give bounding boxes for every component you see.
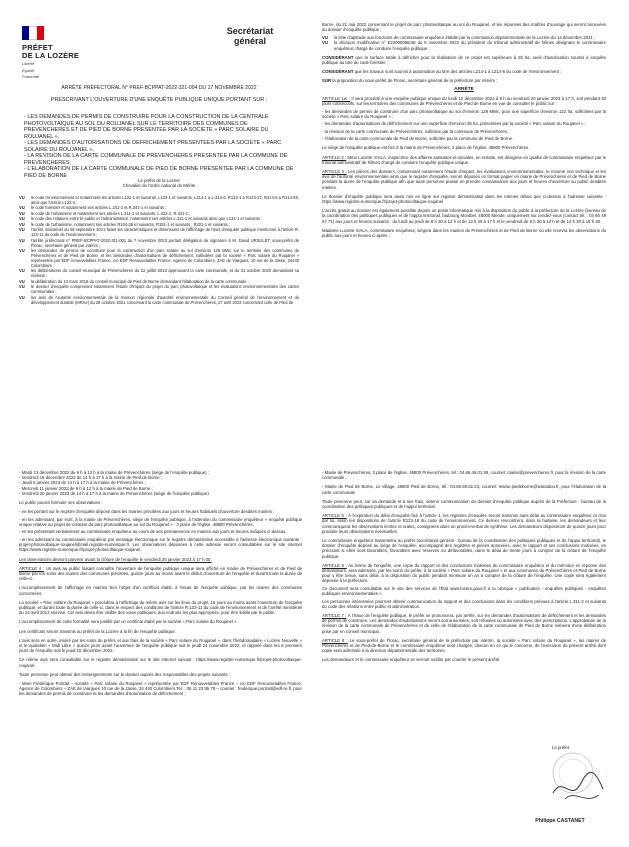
acces-text: L'accès gratuit au dossier est également possible depuis un poste informatique mis à la disposition du public à la préfecture de la Lozère (bureau de la coordination des politiques publiques et de l'appui territorial, faubourg Montbel, 48000 Mende, uniquement sur rendez-vous (contact tél. : 04 66 49 67 71) aux jours et heures suivants : du lundi au jeudi de 8 h 30 à 12 h et de 13 h 30 à 17 h et le vendredi de 8 h 30 à 12 h et de 13 h 30 à 16 h 30.: [322, 208, 606, 224]
object-item: - LA REVISION DE LA CARTE COMMUNALE DE PREVENCHERES PRESENTEE PAR LA COMMUNE DE PREVENCHERES,: [24, 153, 288, 166]
vu-text: la délibération du 13 mars 2018 du conseil municipal de Pied de Borne demandant l'élaboration de la carte communale ;: [31, 278, 249, 284]
vu-item: VU le code l'environnement et notamment les articles L122-1 et suivants, L123-1 et suivants, L214-1 à L-214-6, R123-1 à R123-27, R214-6 à R214-56, ainsi que l'article L122-4 ;: [19, 196, 299, 205]
article-4: [19, 566, 302, 582]
info-text: Toute personne peut obtenir des renseignements sur le dossier auprès des responsables des projets suivants :: [19, 671, 230, 677]
signature-title: Le préfet: [552, 745, 569, 750]
permanence-item: - Vendredi 20 janvier 2023 de 14 h à 17 h à la mairie de Prévenchères (siège de l'enquête publique).: [19, 490, 210, 496]
secretariat-line1: Secrétariat: [226, 26, 274, 36]
flag-blue: [22, 26, 29, 40]
ce-document-text: Ce document sera consultable sur le site des services de l'État www.lozere.gouv.fr à la rubrique « publication - enquêtes publiques - enquêtes publiques environnementales ».: [322, 585, 606, 597]
secretariat-heading: [205, 26, 295, 46]
prescrit-heading: PRESCRIVANT L'OUVERTURE D'UNE ENQUÊTE PUBLIQUE UNIQUE PORTANT SUR :: [50, 97, 268, 103]
certificats-text: Les certificats seront transmis au préfet de la Lozère à la fin de l'enquête publique.: [19, 628, 176, 634]
article-text: Il sera procédé à une enquête publique unique du lundi 12 décembre 2022 à 9 h au vendredi 20 janvier 2023 à 17 h, soit pendant 40 jours consécutifs, sur les territoires des communes de Prévenchères et de Pied de Borne en vue de consulter le public sur :: [322, 95, 606, 107]
vu-list-left: [19, 196, 299, 306]
vu-item: VU l'arrêté ministériel du 09 septembre 2021 fixant les caractéristiques et dimensions de l'affichage de l'avis d'enquête publique mentionné à l'article R. 123-11 du code de l'environnement ;: [19, 227, 299, 238]
article-8: [322, 638, 606, 654]
prefecture-name-line1: PRÉFET: [22, 43, 53, 52]
left-column-bottom: [19, 470, 302, 847]
article-5: [322, 513, 606, 534]
prefecture-logo: [22, 26, 82, 80]
arrete-title: ARRÊTÉ PRÉFECTORAL N° PREF-BCPPAT-2022-321-004 DU 17 NOVEMBRE 2022: [61, 85, 257, 91]
cloture-text: Les observations devront parvenir avant la clôture de l'enquête le vendredi 20 janvier 2023 à 17 h 00.: [19, 556, 212, 562]
vu-text: le code de l'urbanisme et notamment ses articles L.311-1 et suivants, L.422-2, R.421-1 ;: [31, 210, 191, 216]
article-label: ARTICLE 8 :: [322, 637, 348, 643]
motto-egalite: Égalité: [22, 67, 35, 73]
vu-item: VU le code de l'urbanisme, notamment ses articles R104-28 et suivants, R151-1 et suivants ; R421-1 et suivants ;: [19, 223, 299, 228]
article-text: À l'issue de l'enquête publique, le préfet se prononcera, par arrêté, sur les demandes d'autorisations de défrichement et les demandes de permis de construire. Les demandes d'autorisations seront soit autorisées, soit refusées ou autorisées avec des prescriptions. L'approbation de la révision de la carte communale de Prévenchères et de celle de l'élaboration de la carte communale de Pied de Borne relèvera d'une délibération prise par en conseil municipal.: [322, 613, 606, 634]
objects-list: [24, 114, 294, 179]
article-text: Les pièces des dossiers, comprenant notamment l'étude d'impact, les évaluations environnementales, le résumé non technique et les avis de l'autorité environnementale ainsi que le registre d'enquête, seront déposés en format papier en mairie de Prévenchères et de Pied de Borne pendant la durée de l'enquête publique afin que toute personne puisse en prendre connaissance aux jours et heures d'ouverture au public desdites mairies.: [322, 169, 606, 190]
article-label: ARTICLE 1er :: [322, 95, 351, 101]
considerant-item: CONSIDÉRANT que les travaux sont soumis à autorisation au titre des articles L214-1 à L214-6 du code de l'environnement ;: [322, 69, 562, 75]
vu-text: les délibérations du conseil municipal de Prévenchères du 22 juillet 2010 approuvant la carte communale, et du 31 octobre 2020 demandant sa révision ;: [31, 268, 299, 279]
vu-text: les avis de l'autorité environnementale de la mission régionale d'autorité environnementale du Conseil général de l'environnement et du développement durable (MRAe) du 28 octobre 2021 concernant la carte communale de Prévenchères, 27 avril 2022 concernant celle de Pied de: [31, 294, 299, 305]
toute-personne-text: Toute personne peut, sur sa demande et à ses frais, obtenir communication du dossier d'enquête publique auprès de la Préfecture - bureau de la coordination des politiques publiques et de l'appui territorial.: [322, 498, 606, 510]
siege-text: Le siège de l'enquête publique est fixé à la mairie de Prévenchères, 3 place de l'église, 48800 Prévenchères.: [322, 145, 530, 151]
commissaire-transmission: Le commissaire enquêteur transmettra au préfet (secrétariat général - bureau de la coordination des politiques publiques et de l'appui territorial), le dossier d'enquête déposé au siège de l'enquête, accompagné des registres et pièces annexées, avec le rapport et ses conclusions motivées, en précisant si elles sont favorables, favorables avec réserves ou défavorables, dans le délai de trente jours à compter de la clôture de l'enquête publique.: [322, 538, 606, 559]
vu-text: la liste d'aptitude aux fonctions de commissaire enquêteur établie par la commission départementale de la Lozère du 14 décembre 2021 ;: [334, 34, 596, 40]
vu-text: le code des relations entre le public et l'administration, notamment ses articles L.311-1 et suivants ainsi que L134-1 et suivants ;: [31, 216, 263, 222]
secretariat-line2: général: [233, 36, 266, 46]
vu-item: VU les délibérations du conseil municipal de Prévenchères du 22 juillet 2010 approuvant la carte communale, et du 31 octobre 2020 demandant sa révision ;: [19, 268, 299, 279]
article-text: Le sous-préfet de Florac, secrétaire général de la préfecture par intérim, la société « Parc solaire du Roujanel », les maires de Prévenchères et de Pied-de-Borne et le commissaire enquêteur sont chargés, chacun en ce qui le concerne, de l'exécution du présent arrêté dont copie sera adressée à la direction départementale des territoires.: [322, 637, 606, 654]
article-1-item: - les demandes d'autorisations de défrichement sur une superficie d'environ 35 ha, présentées par la société « Parc solaire du Roujanel » ;: [322, 121, 586, 127]
article-label: ARTICLE 6 :: [322, 562, 347, 568]
permanence-item: - Jeudi 5 janvier 2023 de 14 h à 17 h à la mairie de Prévenchères ;: [19, 480, 146, 486]
article-2: [322, 155, 606, 165]
public-intro: Le public pourra formuler ses observations :: [19, 500, 103, 506]
sur-text: la proposition du sous-préfet de Florac, secrétaire général de la préfecture par intérim ;: [332, 78, 498, 84]
personnes-text: Les personnes intéressées pourront obtenir communication du rapport et des conclusions dans les conditions prévues à l'article L.311-2 et suivants du code des relations entre public et administration.: [322, 598, 606, 609]
article-1-item: - l'élaboration de la carte communale de Pied de Borne, sollicitée par la commune de Pied de Borne.: [322, 136, 514, 142]
right-column-bottom: [322, 470, 606, 770]
considerant-text: que la surface totale à défricher pour la réalisation de ce projet est supérieure à 25 ha, seuil d'autorisation soumis à enquête publique au titre du code forestier ;: [322, 54, 606, 66]
object-item: - L'ELABORATION DE LA CARTE COMMUNALE DE PIED DE BORNE PRESENTEE PAR LA COMMUNE DE PIED DE BORNE: [24, 166, 294, 179]
permanence-item: - Vendredi 16 décembre 2022 de 14 h à 17 h à la mairie de Pied de Borne ;: [19, 475, 163, 481]
article-label: ARTICLE 5 :: [322, 513, 347, 519]
article-text: Mme Lucette VIALA, inspectrice des affaires sanitaires et sociales, en retraite, est désignée en qualité de commissaire enquêteur par le tribunal administratif de Nîmes chargé de conduire l'enquête publique unique.: [322, 154, 606, 165]
prefet-title: [24, 178, 294, 189]
signature-stamp-icon: [545, 745, 615, 815]
vu-text: les demandes de permis de construire pour la construction d'un parc solaire au sol d'environ 129 MWc sur le territoire des communes de Prévenchères et de Pied de Borne, et les demandes d'autorisations de défrichement, sollicitées par la société « Parc solaire du Roujanel » représentée par EDF renouvelables France, c/o EDF Renouvelables France, Agence de Colombiers, ZAE de Viargues, 10 rue de la Jasse, 34440 Colombiers ;: [31, 248, 299, 268]
considerant-text: que les travaux sont soumis à autorisation au titre des articles L214-1 à L214-6 du code de l'environnement ;: [354, 69, 562, 75]
vu-item: VU les avis de l'autorité environnementale de la mission régionale d'autorité environnementale du Conseil général de l'environnement et du développement durable (MRAe) du 28 octobre 2021 concernant la carte communale de Prévenchères, 27 avril 2022 concernant celle de Pied de: [19, 294, 299, 305]
vu-item: VU la décision modificative n° E22000066/48 du 9 novembre 2022 du président du tribunal administratif de Nîmes désignant le commissaire enquêteur chargé de conduire l'enquête publique ;: [322, 40, 606, 51]
article-1-item: - la révision de la carte communale de Prévenchères, sollicitée par la commune de Prévenchères,: [322, 128, 509, 134]
societe-text: La société « Parc solaire du Roujanel » procédera à l'affichage du même avis sur les lieux du projet, 15 jours au moins avant l'ouverture de l'enquête publique, et durant toute la durée de celle-ci, dans le respect des conditions de l'article R.123-11 du code de l'environnement et de l'arrêté ministériel du 24 avril 2012 susvisé. Cet avis devra être visible des voies publiques, aux endroits les plus appropriés, pour être lisible par le public.: [19, 599, 302, 616]
article-text: À l'expiration du délai d'enquête fixé à l'article 1, les registres d'enquête seront transmis sans délai au commissaire enquêteur et clos par lui, selon les dispositions de l'article R123-18 du code de l'environnement. Ce dernier rencontrera, dans la huitaine, les demandeurs et leur communiquera les observations écrites et orales, consignées dans un procès-verbal de synthèse. Les demandeurs disposeront de quinze jours pour produire leurs observations éventuelles.: [322, 513, 606, 534]
object-item: - LES DEMANDES DE PERMIS DE CONSTRUIRE POUR LA CONSTRUCTION DE LA CENTRALE PHOTOVOLTAÏQUE AU SOL DU ROUJANEL SUR LE TERRITOIRE DES COMMUNES DE PREVENCHERES ET DE PIED DE BORNE PRESENTEE PAR LA SOCIETE « PARC SOLAIRE DU ROUJANEL »,: [24, 114, 269, 140]
article-label: ARTICLE 2 :: [322, 154, 347, 160]
flag-white: [29, 26, 36, 40]
prefet-title-line2: Chevalier de l'ordre national du Mérite: [122, 183, 196, 189]
article-6: [322, 563, 606, 584]
mode-item: - en les présentant verbalement au commissaire enquêteur au cours de ses permanences en mairies aux jours et heures indiqués ci-dessus,: [19, 529, 287, 535]
article-1-item: - les demandes de permis de construire d'un parc photovoltaïque au sol d'environ 129 MWc, pour une superficie d'environ 122 ha, sollicitées par la société « Parc solaire du Roujanel » ;: [322, 108, 606, 119]
meme-avis-text: Ce même avis sera consultable sur le registre dématérialisé sur le site internet suivant : https://www.registre-numerique.fr/projet-photovoltaique-roujanel.: [19, 657, 302, 668]
motto-fraternite: Fraternité: [22, 74, 40, 80]
mode-item: - en les adressant au commissaire enquêteur par message électronique sur le registre dématérialisé accessible à l'adresse électronique suivante : projet-photovoltaique-roujanel@mail.registre-numerique.fr. Les observations déposées à cette adresse seront consultables sur le site internet https://www.registre-numerique.fr/projet-photovoltaique-roujanel .: [19, 536, 302, 553]
article-3: [322, 169, 606, 190]
mairie-contact: - Mairie de Prévenchères, 3 place de l'église, 48800 Prévenchères, tél.: 04.66.46.01.58, courriel: mairie@prevencheres.fr, pour la révision de la carte communale ;: [322, 470, 606, 481]
vu-text: le code de l'urbanisme, notamment ses articles R104-28 et suivants, R151-1 et suivants ; R421-1 et suivants ;: [31, 221, 230, 227]
article-text: Au terme de l'enquête, une copie du rapport et des conclusions motivées du commissaire enquêteur et du mémoire en réponse des demandeurs, sera adressée, par les soins du préfet, à la société « Parc solaire du Roujanel » et aux communes de Prévenchères et Pied de Borne pour y être tenue, sans délai, à la disposition du public pendant minimum un an à compter de la clôture de l'enquête. Une copie sera également déposée à la préfecture.: [322, 562, 606, 584]
article-label: ARTICLE 3 :: [322, 169, 347, 175]
right-column-top: [322, 22, 606, 430]
final-text: Les demandeurs et le commissaire enquêteur se verront notifier par courrier le présent arrêté.: [322, 657, 501, 663]
motto-liberte: Liberté: [22, 61, 35, 66]
permanence-item: - Mercredi 11 janvier 2023 de 9 h à 12 h à la mairie de Pied de Borne ;: [19, 485, 153, 491]
contact-text: - Mme Frédérique Portrait – société « Parc solaire du Roujanel » représentée par EDF Renouvelables France – c/o EDF Renouvelables France, Agence de Colombiers – ZAE de Viargues 10 rue de la Jasse, 34 440 Colombiers Tel. : 06 11 23 95 79 – courriel : frederique.portrait@edf-re.fr, pour les demandes de permis de construire et les demandes d'autorisation de défrichement ;: [19, 680, 302, 697]
article-label: ARTICLE 7 :: [322, 613, 347, 619]
arrete-heading: ARRÊTE: [454, 86, 474, 92]
vu-text: le code l'environnement et notamment les articles L122-1 et suivants, L123-1 et suivants, L214-1 à L-214-6, R123-1 à R123-27, R214-6 à R214-56, ainsi que l'article L122-4 ;: [31, 196, 299, 205]
commissaire-text: Madame Lucette VIALA, commissaire enquêteur, siégera dans les mairies de Prévenchères et de Pied de Borne où elle recevra les observations du public aux jours et heures ci-après :: [322, 227, 606, 239]
vu-item: VU les demandes de permis de construire pour la construction d'un parc solaire au sol d'environ 129 MWc sur le territoire des communes de Prévenchères et de Pied de Borne, et les demandes d'autorisations de défrichement, sollicitées par la société « Parc solaire du Roujanel » représentée par EDF renouvelables France, c/o EDF Renouvelables France, Agence de Colombiers, ZAE de Viargues, 10 rue de la Jasse, 34440 Colombiers ;: [19, 248, 299, 268]
article-1: [322, 96, 606, 106]
vu-item: VU la liste d'aptitude aux fonctions de commissaire enquêteur établie par la commission départementale de la Lozère du 14 décembre 2021 ;: [322, 35, 606, 40]
article-7: [322, 613, 606, 634]
vu-item: VU le code des relations entre le public et l'administration, notamment ses articles L.311-1 et suivants ainsi que L134-1 et suivants ;: [19, 217, 299, 222]
flag-red: [37, 26, 44, 40]
vu-text: l'arrêté ministériel du 09 septembre 2021 fixant les caractéristiques et dimensions de l'affichage de l'avis d'enquête publique mentionné à l'article R. 123-11 du code de l'environnement ;: [31, 227, 299, 238]
sur-proposition: SUR la proposition du sous-préfet de Florac, secrétaire général de la préfecture par intérim ;: [322, 78, 498, 84]
vu-item: VU le code de l'urbanisme et notamment ses articles L.311-1 et suivants, L.422-2, R.421-1 ;: [19, 212, 299, 217]
considerant-item: CONSIDÉRANT que la surface totale à défricher pour la réalisation de ce projet est supérieure à 25 ha, seuil d'autorisation soumis à enquête publique au titre du code forestier ;: [322, 54, 606, 66]
vu-text: l'arrêté préfectoral n° PREF-BCPPAT-2022-311-001 du 7 novembre 2022 portant délégation de signature à M. David URSULET, sous-préfet de Florac, secrétaire général par intérim ;: [31, 237, 299, 248]
vu-text: le dossier d'enquête comprenant notamment l'étude d'impact du projet du parc photovoltaïque et les évaluations environnementales des cartes communales ;: [31, 284, 299, 295]
object-item: - LES DEMANDES D'AUTORISATIONS DE DEFRICHEMENT PRESENTEES PAR LA SOCIETE « PARC SOLAIRE DU ROUJANEL »,: [24, 140, 282, 153]
mode-item: - en les adressant, par écrit, à la mairie de Prévenchères, siège de l'enquête publique, à l'attention du commissaire enquêteur « enquête publique unique relative au projet de création du parc photovoltaïque au sol du Roujanel » - 3 place de l'église, 48800 Prévenchères,: [19, 516, 302, 527]
vu-item: VU le code forestier et notamment ses articles L.341-3 et R.341-1 et suivants ;: [19, 206, 299, 211]
affichage-text: L'accomplissement de l'affichage en mairies fera l'objet d'un certificat établi, à l'issue de l'enquête publique, par les maires des communes concernées.: [19, 585, 302, 596]
vu-item: VU le dossier d'enquête comprenant notamment l'étude d'impact du projet du parc photovoltaïque et les évaluations environnementales des cartes communales ;: [19, 284, 299, 295]
prefet-title-line1: Le préfet de la Lozère: [138, 178, 180, 183]
permanence-item: - Mardi 13 décembre 2022 de 9 h à 12 h à la mairie de Prévenchères (siège de l'enquête publique) ;: [19, 470, 210, 475]
article-label: ARTICLE 4 :: [19, 565, 45, 571]
vu-text: le code forestier et notamment ses articles L.341-3 et R.341-1 et suivants ;: [31, 205, 167, 211]
vu-item: VU la délibération du 13 mars 2018 du conseil municipal de Pied de Borne demandant l'élaboration de la carte communale ;: [19, 280, 299, 285]
accomplissement-text: L'accomplissement de cette formalité sera justifié par un certificat établi par la société « Parc solaire du Roujanel ».: [19, 619, 238, 625]
mode-item: - en les portant sur le registre d'enquête déposé dans les mairies précitées aux jours et heures habituels d'ouverture desdites mairies :: [19, 509, 275, 515]
vu-text: la décision modificative n° E22000066/48 du 9 novembre 2022 du président du tribunal administratif de Nîmes désignant le commissaire enquêteur chargé de conduire l'enquête publique ;: [334, 40, 606, 51]
vu-continued: Borne, du 21 mai 2022 concernant le projet de parc photovoltaïque au sol du Roujanel, et les réponses des maîtres d'ouvrage qui seront annexées au dossier d'enquête publique ;: [322, 22, 606, 33]
dossier-text: Le dossier d'enquête publique sera aussi mis en ligne sur registre dématérialisé dans les mêmes délais que ci-dessus à l'adresse suivante : https://www.registre-numerique.fr/projet-photovoltaique-roujanel: [322, 193, 606, 205]
tricolor-flag-icon: [22, 26, 44, 40]
vu-item: VU l'arrêté préfectoral n° PREF-BCPPAT-2022-311-001 du 7 novembre 2022 portant délégation de signature à M. David URSULET, sous-préfet de Florac, secrétaire général par intérim ;: [19, 237, 299, 248]
signature-name: Philippe CASTANET: [535, 818, 585, 824]
mairie-contact: - Mairie de Pied de Borne, Le village, 48800 Pied de Borne, tél.: 04.66.69.82.23, courriel: mairie.piedeborne@wanadoo.fr, pour l'élaboration de la carte communale.: [322, 484, 606, 495]
avis-text: L'avis sera en outre, inséré par les soins du préfet, et aux frais de la société « Parc solaire du Roujanel », dans l'hebdomadaire « Lozère Nouvelle » et le quotidien « Midi Libre » quinze jours avant l'ouverture de l'enquête publique soit le jeudi 24 novembre 2022, et rappelé dans les 8 premiers jours de l'enquête soit le jeudi 15 décembre 2022.: [19, 637, 302, 654]
article-text: Un avis au public faisant connaître l'ouverture de l'enquête publique unique sera affiché en mairie de Prévenchères et de Pied de Borne par les soins des maires des communes précitées, quinze jours au moins avant le début d'ouverture de l'enquête et durant toute la durée de celle-ci.: [19, 565, 302, 582]
prefecture-name-line2: DE LA LOZÈRE: [22, 51, 80, 60]
